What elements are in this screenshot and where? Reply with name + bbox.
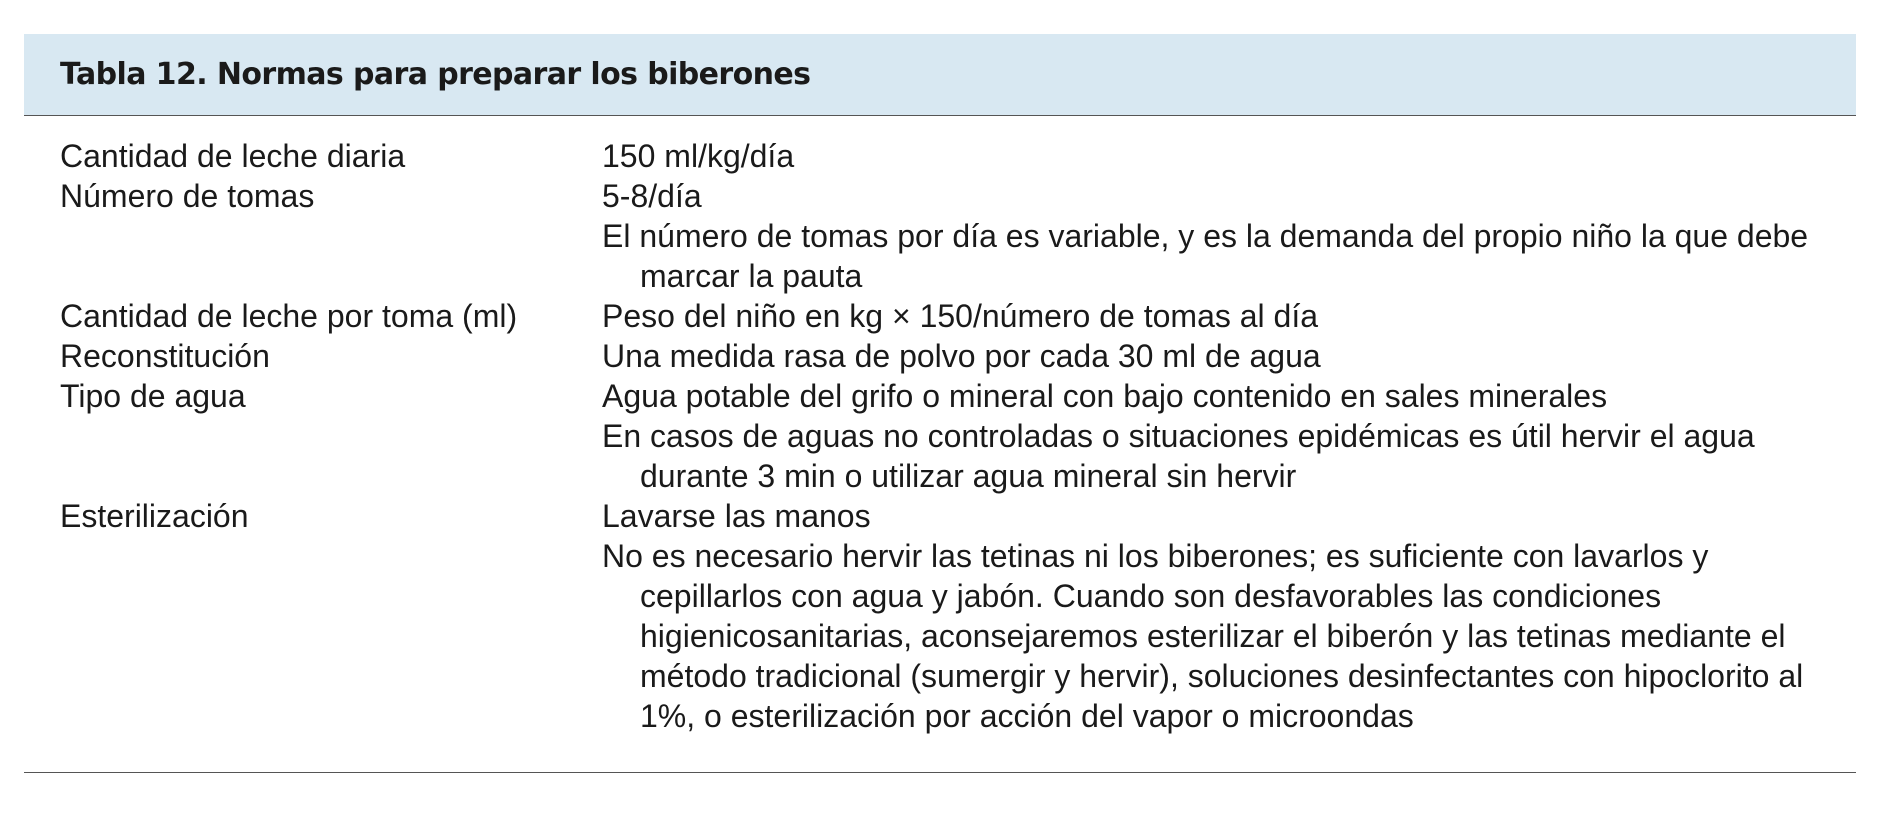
row-label: Esterilización bbox=[60, 498, 249, 534]
row-value: Peso del niño en kg × 150/número de tomas al día bbox=[602, 298, 1319, 334]
row-values bbox=[602, 376, 1856, 496]
table-row bbox=[24, 496, 1856, 736]
row-value: El número de tomas por día es variable, y es la demanda del propio niño la que debe marcar la pauta bbox=[602, 218, 1809, 294]
table-row bbox=[24, 136, 1856, 176]
table-body bbox=[24, 116, 1856, 773]
table-title: Tabla 12. Normas para preparar los biberones bbox=[60, 57, 811, 92]
row-values bbox=[602, 176, 1856, 296]
row-values bbox=[602, 136, 1856, 176]
row-label: Cantidad de leche por toma (ml) bbox=[60, 298, 518, 334]
row-label: Cantidad de leche diaria bbox=[60, 138, 406, 174]
table-row bbox=[24, 376, 1856, 496]
row-label: Tipo de agua bbox=[60, 378, 246, 414]
row-value: Agua potable del grifo o mineral con bajo contenido en sales minerales bbox=[602, 378, 1608, 414]
bottle-preparation-table bbox=[24, 34, 1856, 773]
table-header bbox=[24, 34, 1856, 116]
row-value: En casos de aguas no controladas o situaciones epidémicas es útil hervir el agua durante 3 min o utilizar agua mineral sin hervir bbox=[602, 418, 1755, 494]
row-values bbox=[602, 296, 1856, 336]
row-value: 150 ml/kg/día bbox=[602, 138, 795, 174]
table-row bbox=[24, 296, 1856, 336]
row-label: Reconstitución bbox=[60, 338, 270, 374]
row-value: Una medida rasa de polvo por cada 30 ml de agua bbox=[602, 338, 1321, 374]
row-values bbox=[602, 336, 1856, 376]
row-label: Número de tomas bbox=[60, 178, 315, 214]
row-value: Lavarse las manos bbox=[602, 498, 871, 534]
table-row bbox=[24, 336, 1856, 376]
table-row bbox=[24, 176, 1856, 296]
row-values bbox=[602, 496, 1856, 736]
row-value: 5-8/día bbox=[602, 178, 702, 214]
row-value: No es necesario hervir las tetinas ni los biberones; es suficiente con lavarlos y cepillarlos con agua y jabón. Cuando son desfavorables las condiciones higienicosanitarias, aconsejaremos esterilizar el biberón y las tetinas mediante el método tradicional (sumergir y hervir), soluciones desinfectantes con hipoclorito al 1%, o esterilización por acción del vapor o microondas bbox=[602, 538, 1804, 734]
